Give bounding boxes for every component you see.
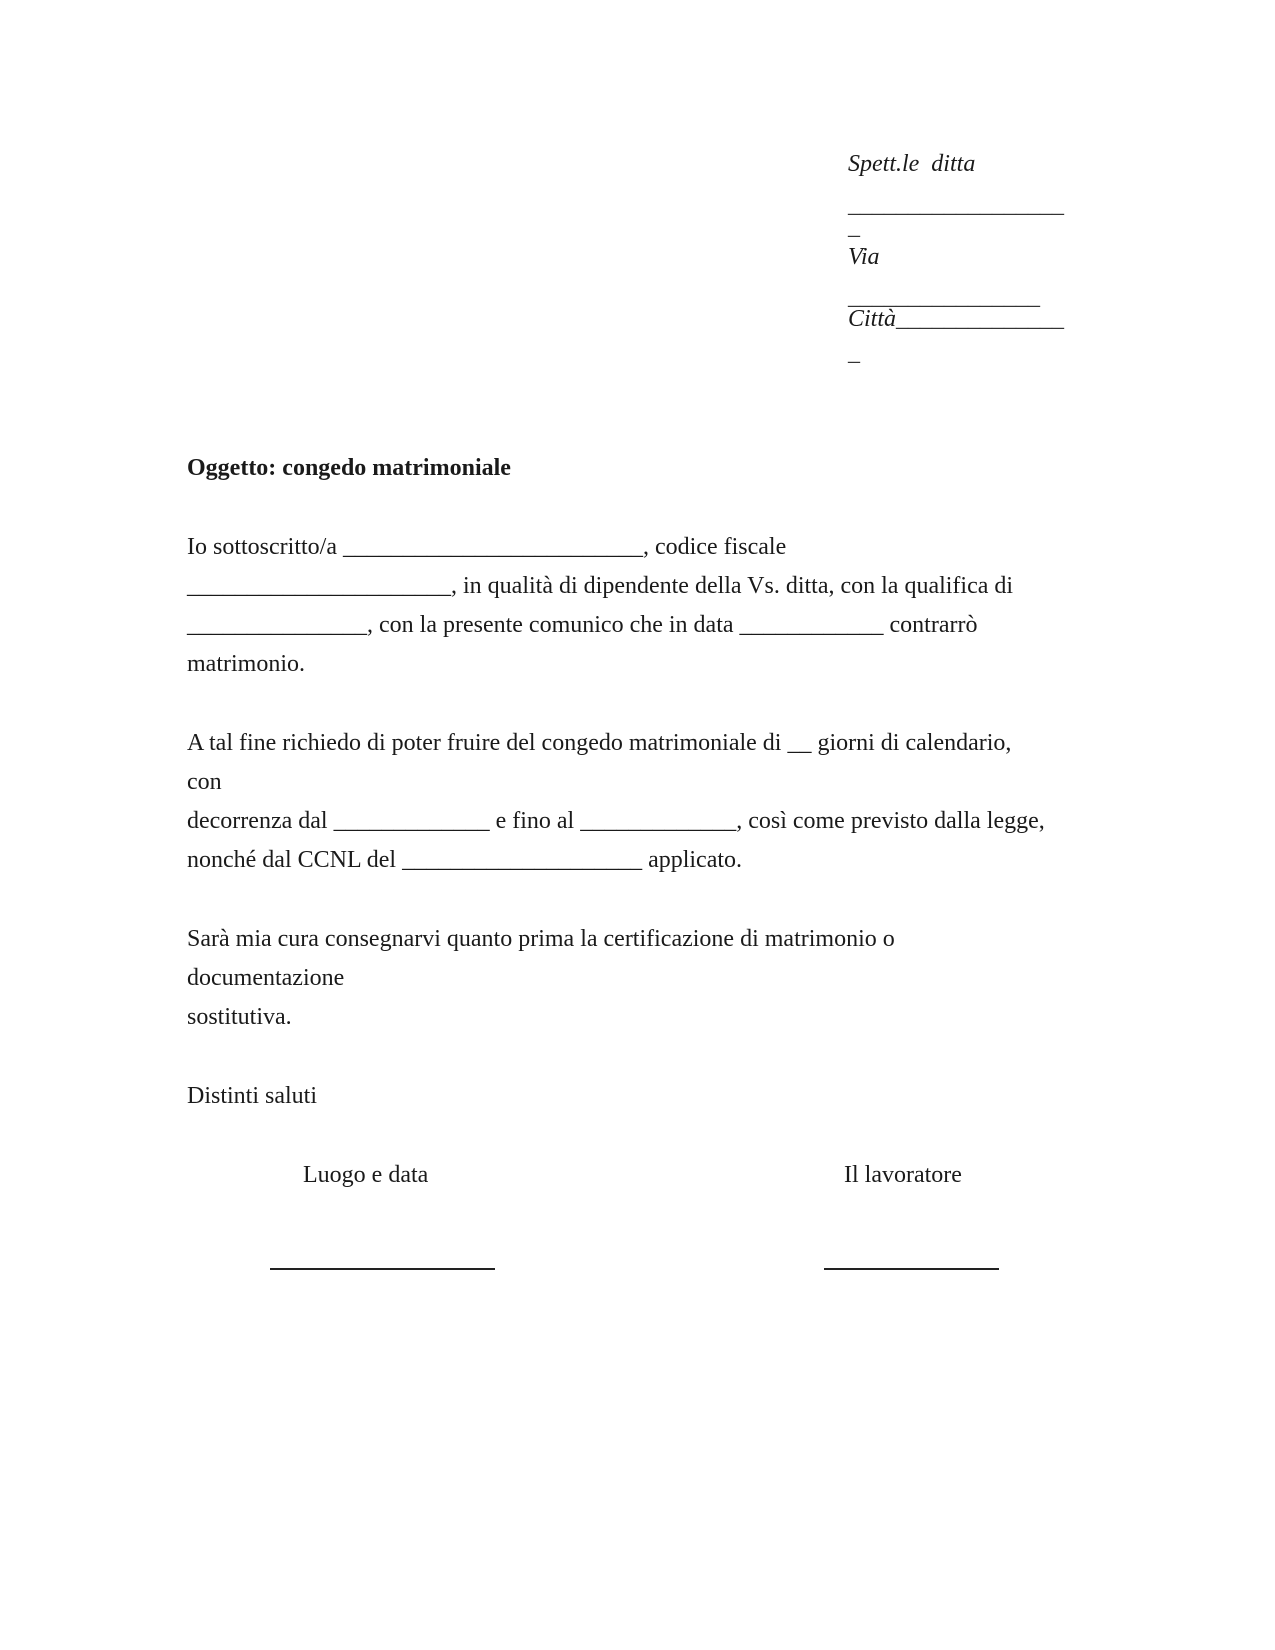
place-date-label: Luogo e data	[303, 1162, 429, 1188]
paragraph-1-line: Io sottoscritto/a _________________________, codice fiscale	[187, 534, 787, 560]
worker-signature-line	[824, 1268, 999, 1270]
paragraph-2-line: A tal fine richiedo di poter fruire del congedo matrimoniale di __ giorni di calendario,	[187, 730, 1012, 756]
recipient-company-blank-tail: _	[848, 214, 860, 240]
recipient-citta-blank-tail: _	[848, 340, 860, 366]
paragraph-2-line: con	[187, 769, 222, 795]
closing-greeting: Distinti saluti	[187, 1083, 318, 1109]
paragraph-2-line: nonché dal CCNL del ____________________ applicato.	[187, 847, 743, 873]
paragraph-1-line: ______________________, in qualità di dipendente della Vs. ditta, con la qualifica di	[187, 573, 1014, 599]
worker-label: Il lavoratore	[844, 1162, 962, 1188]
recipient-company-blank: __________________	[848, 192, 1064, 218]
paragraph-3-line: documentazione	[187, 965, 345, 991]
paragraph-3-line: Sarà mia cura consegnarvi quanto prima la certificazione di matrimonio o	[187, 926, 895, 952]
letter-subject: Oggetto: congedo matrimoniale	[187, 455, 511, 481]
recipient-spett: Spett.le ditta	[848, 151, 976, 177]
recipient-citta-blank: ______________	[896, 306, 1065, 332]
paragraph-3-line: sostitutiva.	[187, 1004, 292, 1030]
place-date-signature-line	[270, 1268, 495, 1270]
paragraph-1-line: matrimonio.	[187, 651, 305, 677]
recipient-via-blank: ________________	[848, 284, 1040, 310]
paragraph-2-line: decorrenza dal _____________ e fino al _____________, così come previsto dalla legge,	[187, 808, 1045, 834]
paragraph-1-line: _______________, con la presente comunico che in data ____________ contrarrò	[187, 612, 978, 638]
recipient-citta-label: Città______________	[848, 306, 1065, 332]
recipient-via-label: Via	[848, 244, 880, 270]
